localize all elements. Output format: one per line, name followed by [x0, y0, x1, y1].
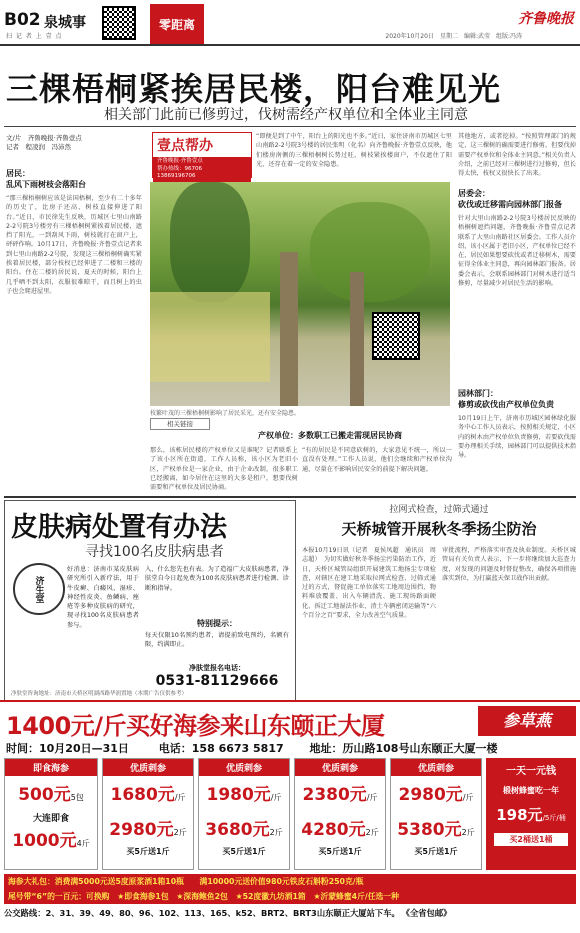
article-body-mid-right: “有的居民是不同意砍树的，大家意见不统一，所以一直没有处理。”工作人员说，他们会继续和产权单位沟通，尽量在不影响居民安全的前提下解决问题。 [302, 447, 452, 473]
helpline-info [153, 157, 251, 182]
section-subheading: 乱风下雨树枝会落阳台 [6, 180, 86, 190]
gift-line-2: 尾号带“6”的一百元：可换购 ★即食海参1包 ★深海鲍鱼2包 ★52度徽九坊酒1箱 ★沂蒙蜂蜜4斤/任选一种 [8, 892, 399, 901]
special-title: 特别提示： [197, 619, 237, 628]
header-qr-code[interactable] [102, 6, 136, 40]
box-price-1: 500元 [18, 785, 71, 805]
seal-logo: 济生堂 [13, 563, 65, 615]
helpline-brand: 壹点帮办 [157, 138, 213, 154]
box-unit-2: 2斤 [461, 828, 475, 837]
box-title: 优质刺参 [295, 759, 385, 776]
phone-label: 电话： [158, 742, 192, 755]
box-unit-1: /斤 [366, 793, 378, 802]
article-body-right-mid: 针对大里山南路2-2号院3号楼居民反映的梧桐树遮挡问题，齐鲁晚报·齐鲁壹点记者联系了大里山南路社区居委会。工作人员介绍，该小区属于老旧小区，产权单位已经不在，居民如果想要砍伐或者迁移树木，需要征得全体业主同意，再向园林部门报备。居委会表示，会联系园林部门对树木进行适当修剪，尽量减少对居民生活的影响。 [458, 215, 576, 288]
qr-caption: 扫 记 者 上 壹 点 [6, 33, 63, 40]
box-title: 优质刺参 [391, 759, 481, 776]
photo-qr-code[interactable] [372, 312, 420, 360]
phone-value[interactable]: 158 6673 5817 [191, 742, 284, 755]
skin-ad-body: 好消息：济南市某皮肤病研究所引入新疗法，用于牛皮癣、白癜风、湿疹、神经性皮炎、鱼鳞病、痤疮等多种皮肤病的研究，现寻找100名皮肤病患者参与。 [67, 566, 139, 629]
news2-body-right: 审批流程，严格落实审查及执业制度。天桥区城管局有关负责人表示，下一步将继续加大巡查力度，对发现的问题及时督促整改，确保各项措施落实到位，为打赢蓝天保卫战作出贡献。 [442, 547, 576, 582]
price-box-1 [4, 758, 98, 870]
phone-label: 净肤堂报名电话： [189, 664, 245, 672]
side-section-residents [6, 168, 142, 190]
photo-caption: 枝繁叶茂的三棵梧桐树影响了居民采光，还有安全隐患。 [150, 410, 301, 417]
divider [4, 126, 576, 127]
skin-ad-phone[interactable]: 0531-81129666 [155, 673, 279, 689]
info-line [6, 740, 576, 756]
newspaper-logo: 齐鲁晚报 [518, 11, 574, 27]
article-body-right-top: 其他地方，或者挖掉。“按照管理部门的规定，这三棵树的确需要进行修剪，但要伐掉需要产权单位和全体业主同意。”相关负责人介绍，之前已经对三棵树进行过修剪，但长得太快，枝杈又很快长了出来。 [458, 133, 576, 178]
box-price-2: 5380元 [397, 820, 462, 840]
article-photo [150, 182, 450, 406]
skin-ad-right-text: 入，什么您先也有表。为了造福广大皮肤病患者，净肤堂自今日起免费为100名皮肤病患者进行检测、诊断和指导。 [145, 566, 289, 592]
promo-unit: /5斤/桶 [542, 814, 566, 822]
side-section-gardens [458, 388, 576, 410]
box-subtitle: 大连即食 [32, 814, 69, 824]
price-box-4 [294, 758, 386, 870]
box-price-2: 1000元 [12, 831, 77, 851]
box-unit-2: 2斤 [269, 828, 283, 837]
promo-note: 买2桶送1桶 [494, 833, 568, 846]
divider [4, 496, 576, 498]
article-body-right-bottom: 10月19日上午，济南市历城区园林绿化服务中心工作人员表示，按照相关规定，小区内的树木由产权单位负责修剪，若要砍伐需要办理相关手续，园林部门可以提供技术指导。 [458, 415, 576, 460]
news2-body-left: 本报10月19日讯（记者 夏侯凤超 通讯员 周志超） 为切实做好秋冬季扬尘污染防治工作，近日，天桥区城管局组织开展建筑工地扬尘专项检查，对辖区在建工地采取拉网式检查、过筛式通过的方式，督促施工单位落实工地周边围挡、物料堆放覆盖、出入车辆清洗、施工现场路面硬化、拆迁工地湿法作业、渣土车辆密闭运输等“六个百分之百”要求，全力改善空气质量。 [302, 547, 436, 620]
box-price-1: 1980元 [206, 785, 271, 805]
byline-line-1: 文/片 齐鲁晚报·齐鲁壹点 [6, 134, 82, 142]
address-value: 历山路108号山东颐正大厦一楼 [342, 742, 498, 755]
section-subheading: 砍伐或迁移需向园林部门报备 [458, 200, 562, 210]
article-body-mid-left: 那么，该栋居民楼的产权单位又是谁呢？记者联系上了该小区所在街道，工作人员称，该小区为老旧小区，产权单位是一家企业，由于企业改制，很多职工已经搬离，如今居住在这里的大多是租户，想要伐树需要和产权单位及居民协商。 [150, 447, 298, 492]
seafood-ad [0, 700, 580, 933]
page-header [0, 0, 580, 46]
box-price-1: 2980元 [398, 785, 463, 805]
box-note: 买5斤送1斤 [414, 847, 458, 856]
skin-ad-subtitle: 寻找100名皮肤病患者 [85, 544, 224, 560]
price-box-5 [390, 758, 482, 870]
byline [6, 134, 82, 152]
box-unit-1: /斤 [270, 793, 282, 802]
section-heading-property: 产权单位：多数职工已搬走需现居民协商 [258, 431, 402, 440]
page-number: B02 [4, 10, 41, 30]
box-price-2: 2980元 [109, 820, 174, 840]
promo-title: 一天一元钱 [506, 766, 556, 777]
section-heading: 园林部门： [458, 389, 498, 398]
article-body-left: “那三棵梧桐树应该是法国梧桐，至少有二十多年的历史了，比房子还高，树枝直接伸进了阳台。”近日，市民徐先生反映，历城区七里山南路2-2号院3号楼旁有三棵梧桐树紧挨着居民楼，遮挡了阳光，一到刮风下雨，树枝就打在窗户上，砰砰作响。10月17日，齐鲁晚报·齐鲁壹点记者来到七里山南路2-2号院，发现这三棵梧桐树确实紧挨着居民楼，部分枝杈已经伸进了二楼和三楼的阳台。住在二楼的居民说，夏天的时候，阳台上几乎晒不到太阳，衣服很难晾干，而且树上的虫子也会爬进屋里。 [6, 195, 142, 295]
time-label: 时间： [6, 742, 39, 755]
box-unit-1: /斤 [174, 793, 186, 802]
section-tag: 零距离 [158, 18, 195, 32]
box-unit-2: 4斤 [76, 839, 90, 848]
section-heading: 居委会： [458, 189, 490, 198]
seafood-ad-headline: 1400元/斤买好海参来山东颐正大厦 [6, 712, 385, 740]
helpline-line-1: 齐鲁晚报·齐鲁壹点 [157, 158, 203, 164]
section-heading: 居民： [6, 169, 30, 178]
section-name: 泉城事 [44, 15, 86, 31]
helpline-box [152, 132, 252, 178]
box-price-1: 2380元 [302, 785, 367, 805]
box-unit-2: 2斤 [365, 828, 379, 837]
box-title: 即食海参 [5, 759, 97, 776]
shipping-note: 《全省包邮》 [405, 908, 452, 918]
news2-title: 天桥城管开展秋冬季扬尘防治 [341, 520, 537, 538]
box-title: 优质刺参 [199, 759, 289, 776]
address-label: 地址： [309, 742, 343, 755]
gift-line-1: 海参大礼包：消费满5000元送5度原浆酒1箱10瓶 满10000元送价值980元铁皮石斛粉250克/瓶 [8, 877, 364, 886]
section-subheading: 修剪或砍伐由产权单位负责 [458, 400, 554, 410]
brand-logo: 参草燕 [478, 706, 576, 736]
news2-header [302, 502, 576, 539]
skin-ad-title: 皮肤病处置有办法 [11, 512, 227, 543]
box-price-1: 1680元 [110, 785, 175, 805]
side-section-committee [458, 188, 576, 210]
date-line: 2020年10月20日 星期二 编辑:武莹 组版:冯涛 [385, 33, 522, 40]
time-value: 10月20日—31日 [39, 742, 129, 755]
helpline-line-2: 帮办热线：96706 [157, 165, 202, 172]
box-title: 优质刺参 [103, 759, 193, 776]
promo-price: 198元 [496, 806, 543, 824]
article-subhead: 相关部门此前已修剪过，伐树需经产权单位和全体业主同意 [104, 107, 468, 123]
bus-routes: 公交路线：2、31、39、49、80、96、102、113、165、k52、BRT2、BRT3山东颐正大厦站下车。 [4, 908, 400, 918]
promo-line: 椴树蜂蜜吃一年 [503, 786, 559, 795]
box-note: 买5斤送1斤 [222, 847, 266, 856]
box-unit-1: /斤 [462, 793, 474, 802]
article-headline: 三棵梧桐紧挨居民楼，阳台难见光 [6, 70, 502, 108]
news2-kicker: 拉网式检查，过筛式通过 [389, 505, 489, 515]
bus-route-line [4, 907, 576, 919]
box-note: 买5斤送1斤 [126, 847, 170, 856]
box-unit-2: 2斤 [173, 828, 187, 837]
article-lead: “即便是到了中午，阳台上的阳光也不多。”近日，家住济南市历城区七里山南路2-2号院3号楼的居民张明（化名）向齐鲁晚报·齐鲁壹点反映，他们楼房南侧的三棵梧桐树长势过旺，树枝紧挨楼窗户，不仅遮住了阳光，还存在着一定的安全隐患。 [256, 133, 452, 168]
price-box-2 [102, 758, 194, 870]
price-box-3 [198, 758, 290, 870]
gift-banner [4, 874, 576, 904]
byline-line-2: 记者 程凌润 冯沛然 [6, 142, 71, 151]
box-price-2: 4280元 [301, 820, 366, 840]
special-text: 每天仅限10名预约患者，请提前致电预约，名额有限，约满即止。 [145, 632, 289, 649]
skin-ad-footnote: 净肤堂咨询地址：济南市天桥区明湖西路华润置地（本期广告仅供参考） [11, 691, 188, 697]
tag-block [150, 4, 204, 44]
honey-promo [486, 758, 576, 870]
box-price-2: 3680元 [205, 820, 270, 840]
related-link-label: 相关链接 [150, 418, 210, 430]
box-note: 买5斤送1斤 [318, 847, 362, 856]
box-unit-1: 5包 [70, 793, 84, 802]
helpline-line-3: 13869196706 [157, 173, 196, 180]
